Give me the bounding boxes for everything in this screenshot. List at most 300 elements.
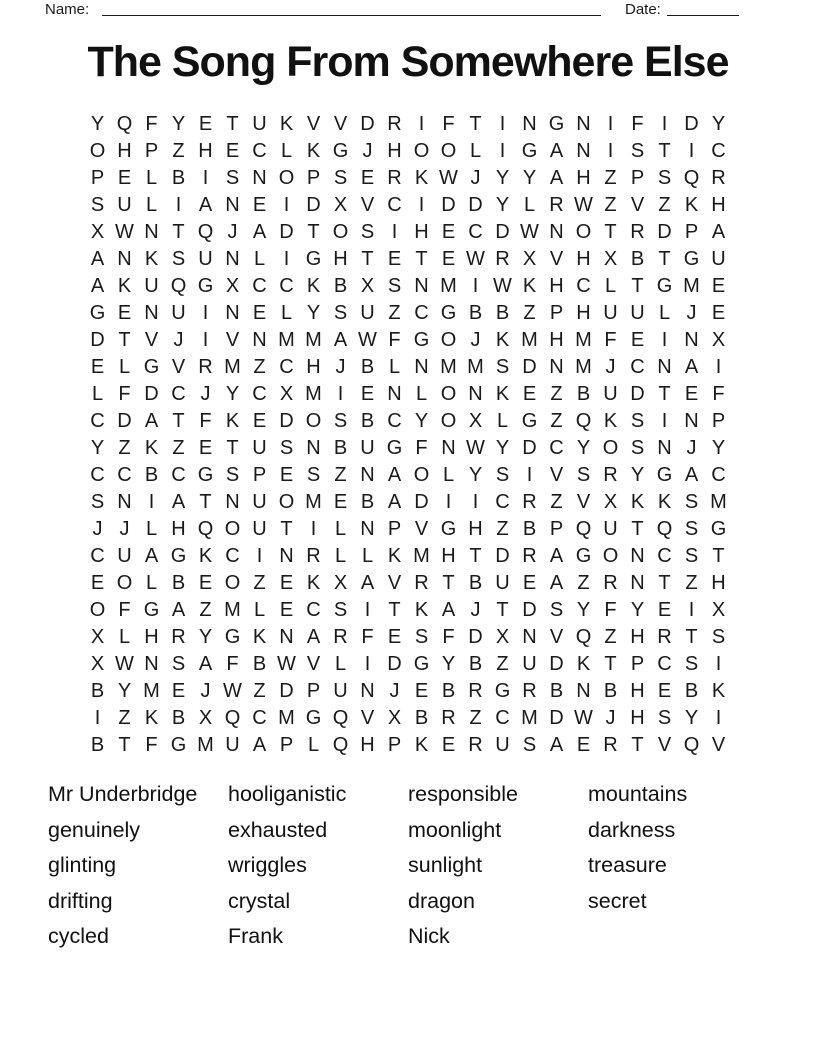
grid-cell: B (252, 653, 267, 675)
grid-cell: D (387, 653, 402, 675)
grid-cell: K (306, 275, 321, 297)
grid-cell: C (171, 464, 186, 486)
grid-cell: E (198, 572, 213, 594)
grid-cell: U (630, 302, 645, 324)
grid-cell: H (117, 140, 132, 162)
grid-cell: S (171, 653, 186, 675)
grid-cell: J (200, 680, 211, 702)
grid-cell: G (656, 464, 673, 486)
grid-cell: N (630, 545, 645, 567)
grid-cell: H (549, 329, 564, 351)
grid-cell: N (684, 329, 699, 351)
grid-cell: L (334, 518, 347, 540)
grid-cell: S (225, 167, 240, 189)
grid-cell: V (360, 707, 375, 729)
grid-cell: Q (575, 518, 592, 540)
puzzle-title: The Song From Somewhere Else (87, 38, 729, 86)
grid-cell: U (360, 302, 375, 324)
grid-cell: G (89, 302, 106, 324)
grid-cell: N (225, 194, 240, 216)
grid-cell: B (360, 491, 375, 513)
grid-cell: M (278, 707, 295, 729)
grid-cell: D (90, 329, 105, 351)
grid-cell: X (360, 275, 375, 297)
grid-cell: U (603, 302, 618, 324)
grid-cell: E (279, 572, 294, 594)
grid-cell: Q (575, 626, 592, 648)
grid-cell: T (280, 518, 293, 540)
grid-cell: T (631, 734, 644, 756)
grid-cell: N (225, 302, 240, 324)
date-label: Date: (625, 1, 661, 18)
grid-cell: C (387, 194, 402, 216)
grid-cell: K (576, 653, 591, 675)
grid-cell: H (576, 248, 591, 270)
grid-cell: J (470, 167, 481, 189)
grid-cell: I (364, 653, 371, 675)
grid-cell: T (388, 599, 401, 621)
grid-cell: E (90, 356, 105, 378)
grid-cell: H (630, 707, 645, 729)
grid-cell: S (522, 734, 537, 756)
grid-cell: O (440, 383, 457, 405)
grid-cell: W (574, 194, 593, 216)
grid-cell: L (253, 248, 266, 270)
grid-cell: C (657, 653, 672, 675)
grid-cell: A (441, 599, 456, 621)
grid-cell: S (684, 545, 699, 567)
grid-cell: U (117, 194, 132, 216)
grid-cell: M (413, 545, 430, 567)
grid-cell: Y (171, 113, 186, 135)
grid-cell: L (361, 545, 374, 567)
grid-cell: E (252, 410, 267, 432)
grid-cell: N (387, 383, 402, 405)
grid-cell: V (306, 653, 321, 675)
grid-cell: N (279, 545, 294, 567)
grid-cell: N (360, 464, 375, 486)
word-bank-column (408, 777, 588, 955)
grid-cell: N (252, 329, 267, 351)
grid-cell: S (90, 491, 105, 513)
grid-cell: B (414, 707, 429, 729)
grid-cell: T (118, 734, 131, 756)
grid-cell: T (658, 383, 671, 405)
grid-cell: G (305, 707, 322, 729)
grid-cell: I (688, 599, 695, 621)
grid-cell: N (630, 572, 645, 594)
grid-cell: G (224, 626, 241, 648)
grid-cell: A (171, 599, 186, 621)
grid-cell: Z (253, 356, 266, 378)
grid-cell: B (576, 383, 591, 405)
grid-cell: S (360, 221, 375, 243)
grid-cell: Q (170, 275, 187, 297)
grid-cell: B (333, 275, 348, 297)
grid-cell: S (711, 626, 726, 648)
word-item: treasure (588, 853, 667, 877)
grid-cell: T (712, 545, 725, 567)
grid-cell: W (277, 653, 296, 675)
grid-cell: H (576, 167, 591, 189)
grid-cell: L (118, 356, 131, 378)
grid-cell: B (522, 518, 537, 540)
grid-cell: S (414, 626, 429, 648)
grid-cell: T (631, 518, 644, 540)
grid-cell: C (252, 707, 267, 729)
grid-cell: B (171, 572, 186, 594)
grid-cell: G (440, 302, 457, 324)
grid-cell: F (145, 113, 158, 135)
grid-cell: E (279, 599, 294, 621)
grid-cell: V (171, 356, 186, 378)
grid-cell: J (173, 329, 184, 351)
grid-cell: Z (496, 518, 509, 540)
grid-cell: L (523, 194, 536, 216)
grid-cell: I (445, 491, 452, 513)
grid-cell: R (387, 167, 402, 189)
grid-cell: P (630, 167, 645, 189)
grid-cell: O (602, 545, 619, 567)
grid-cell: P (306, 680, 321, 702)
grid-cell: F (388, 329, 401, 351)
grid-cell: L (280, 140, 293, 162)
grid-cell: R (171, 626, 186, 648)
grid-cell: X (90, 653, 105, 675)
grid-cell: H (198, 140, 213, 162)
grid-cell: N (657, 437, 672, 459)
grid-cell: E (387, 248, 402, 270)
grid-cell: G (575, 545, 592, 567)
grid-cell: A (711, 221, 726, 243)
grid-cell: T (658, 140, 671, 162)
grid-cell: V (387, 572, 402, 594)
grid-cell: R (522, 680, 537, 702)
grid-cell: S (630, 437, 645, 459)
grid-cell: W (466, 248, 485, 270)
grid-cell: T (118, 329, 131, 351)
grid-cell: O (305, 410, 322, 432)
grid-cell: F (604, 599, 617, 621)
grid-cell: C (171, 383, 186, 405)
grid-cell: G (197, 464, 214, 486)
grid-cell: I (418, 113, 425, 135)
grid-cell: G (332, 140, 349, 162)
grid-cell: B (360, 356, 375, 378)
grid-cell: W (493, 275, 512, 297)
grid-cell: V (630, 194, 645, 216)
grid-cell: H (711, 572, 726, 594)
grid-cell: A (360, 572, 375, 594)
grid-cell: N (117, 248, 132, 270)
grid-cell: K (711, 680, 726, 702)
grid-cell: Z (172, 437, 185, 459)
grid-cell: Z (685, 572, 698, 594)
grid-cell: E (225, 140, 240, 162)
grid-cell: U (144, 275, 159, 297)
grid-cell: C (117, 464, 132, 486)
grid-cell: B (603, 680, 618, 702)
grid-cell: X (603, 248, 618, 270)
grid-cell: K (144, 437, 159, 459)
grid-cell: A (684, 464, 699, 486)
grid-cell: I (607, 140, 614, 162)
grid-cell: L (253, 599, 266, 621)
grid-cell: B (549, 680, 564, 702)
grid-cell: I (337, 383, 344, 405)
grid-cell: M (575, 356, 592, 378)
grid-cell: Z (604, 167, 617, 189)
grid-cell: R (630, 221, 645, 243)
word-item: darkness (588, 817, 676, 842)
grid-cell: I (715, 356, 722, 378)
grid-cell: B (90, 680, 105, 702)
grid-cell: L (145, 518, 158, 540)
grid-cell: T (658, 572, 671, 594)
name-label: Name: (45, 1, 90, 18)
grid-cell: H (630, 680, 645, 702)
grid-cell: V (549, 464, 564, 486)
grid-cell: D (549, 653, 564, 675)
grid-cell: E (279, 464, 294, 486)
grid-cell: N (576, 680, 591, 702)
grid-cell: I (607, 113, 614, 135)
grid-cell: K (387, 545, 402, 567)
grid-cell: Y (711, 437, 726, 459)
grid-cell: Y (306, 302, 321, 324)
grid-cell: G (386, 437, 403, 459)
grid-cell: T (631, 275, 644, 297)
grid-cell: X (90, 221, 105, 243)
grid-cell: M (278, 329, 295, 351)
grid-cell: J (686, 437, 697, 459)
grid-cell: P (549, 518, 564, 540)
grid-cell: O (575, 221, 592, 243)
grid-cell: B (468, 653, 483, 675)
grid-cell: H (171, 518, 186, 540)
grid-cell: N (225, 491, 240, 513)
grid-cell: T (172, 410, 185, 432)
grid-cell: E (441, 734, 456, 756)
grid-cell: N (657, 356, 672, 378)
word-item: Nick (408, 924, 450, 948)
word-item: mountains (588, 782, 688, 806)
grid-cell: D (306, 194, 321, 216)
grid-cell: P (684, 221, 699, 243)
grid-cell: U (198, 248, 213, 270)
grid-cell: I (715, 653, 722, 675)
grid-cell: K (198, 545, 213, 567)
grid-cell: I (202, 167, 209, 189)
grid-cell: I (283, 248, 290, 270)
grid-cell: G (521, 140, 538, 162)
grid-cell: V (360, 194, 375, 216)
grid-cell: X (711, 329, 726, 351)
grid-cell: E (441, 221, 456, 243)
grid-cell: V (657, 734, 672, 756)
grid-cell: M (224, 599, 241, 621)
grid-cell: C (657, 545, 672, 567)
grid-cell: E (414, 680, 429, 702)
grid-cell: O (332, 221, 349, 243)
grid-cell: D (684, 113, 699, 135)
grid-cell: G (494, 680, 511, 702)
grid-cell: I (202, 329, 209, 351)
grid-cell: E (360, 383, 375, 405)
grid-cell: R (603, 464, 618, 486)
grid-cell: W (439, 167, 458, 189)
grid-cell: M (521, 329, 538, 351)
grid-cell: Y (117, 680, 132, 702)
grid-cell: Z (199, 599, 212, 621)
grid-cell: S (333, 410, 348, 432)
grid-cell: C (387, 410, 402, 432)
grid-cell: P (144, 140, 159, 162)
grid-cell: Y (414, 410, 429, 432)
grid-cell: L (280, 302, 293, 324)
grid-cell: R (603, 572, 618, 594)
grid-cell: E (630, 329, 645, 351)
grid-cell: G (548, 113, 565, 135)
word-bank-column (228, 777, 408, 955)
grid-cell: T (604, 653, 617, 675)
grid-cell: N (252, 167, 267, 189)
grid-cell: F (442, 113, 455, 135)
grid-cell: P (630, 653, 645, 675)
word-item: hooliganistic (228, 782, 347, 806)
grid-cell: X (495, 626, 510, 648)
grid-cell: O (89, 140, 106, 162)
grid-cell: Y (576, 437, 591, 459)
grid-cell: C (495, 707, 510, 729)
grid-cell: S (279, 437, 294, 459)
grid-cell: D (144, 383, 159, 405)
grid-cell: L (469, 140, 482, 162)
grid-cell: Y (495, 167, 510, 189)
grid-cell: Z (118, 707, 131, 729)
grid-cell: I (391, 221, 398, 243)
grid-cell: E (117, 302, 132, 324)
grid-cell: N (306, 437, 321, 459)
grid-cell: J (200, 383, 211, 405)
grid-cell: F (145, 734, 158, 756)
grid-cell: Y (495, 194, 510, 216)
grid-cell: G (170, 734, 187, 756)
grid-cell: L (118, 626, 131, 648)
grid-cell: R (711, 167, 726, 189)
grid-cell: I (499, 140, 506, 162)
grid-cell: I (256, 545, 263, 567)
grid-cell: C (252, 383, 267, 405)
grid-cell: H (306, 356, 321, 378)
grid-cell: E (387, 626, 402, 648)
grid-cell: C (414, 302, 429, 324)
grid-cell: C (549, 437, 564, 459)
grid-cell: U (171, 302, 186, 324)
grid-cell: D (279, 221, 294, 243)
grid-cell: R (441, 707, 456, 729)
grid-cell: H (630, 626, 645, 648)
grid-cell: E (333, 491, 348, 513)
grid-cell: C (90, 464, 105, 486)
grid-cell: D (495, 545, 510, 567)
grid-cell: I (364, 599, 371, 621)
grid-cell: V (333, 113, 348, 135)
grid-cell: U (333, 680, 348, 702)
grid-cell: U (252, 518, 267, 540)
grid-cell: W (115, 653, 134, 675)
grid-cell: N (549, 356, 564, 378)
grid-cell: O (278, 491, 295, 513)
grid-cell: Q (683, 167, 700, 189)
word-item: exhausted (228, 817, 328, 842)
grid-cell: H (333, 248, 348, 270)
word-item: drifting (48, 888, 113, 913)
grid-cell: S (495, 464, 510, 486)
grid-cell: A (333, 329, 348, 351)
grid-cell: K (117, 275, 132, 297)
grid-cell: N (279, 626, 294, 648)
grid-cell: E (576, 734, 591, 756)
grid-cell: D (495, 221, 510, 243)
grid-cell: I (661, 113, 668, 135)
grid-cell: G (143, 356, 160, 378)
grid-cell: C (279, 356, 294, 378)
grid-cell: N (576, 113, 591, 135)
grid-cell: D (279, 410, 294, 432)
grid-cell: N (360, 518, 375, 540)
grid-cell: N (468, 383, 483, 405)
grid-cell: E (522, 572, 537, 594)
grid-cell: U (522, 653, 537, 675)
grid-cell: N (225, 248, 240, 270)
grid-cell: U (360, 437, 375, 459)
grid-cell: Y (495, 437, 510, 459)
grid-cell: Z (550, 491, 563, 513)
grid-cell: Z (550, 410, 563, 432)
grid-cell: S (306, 464, 321, 486)
grid-cell: Z (604, 194, 617, 216)
word-item: sunlight (408, 853, 483, 877)
grid-cell: E (360, 167, 375, 189)
grid-cell: K (495, 383, 510, 405)
grid-cell: K (684, 194, 699, 216)
grid-cell: K (414, 167, 429, 189)
grid-cell: I (688, 140, 695, 162)
word-item: Frank (228, 924, 283, 948)
grid-cell: P (306, 167, 321, 189)
grid-cell: U (495, 572, 510, 594)
grid-cell: Y (630, 464, 645, 486)
grid-cell: M (440, 275, 457, 297)
grid-cell: C (90, 545, 105, 567)
grid-cell: A (90, 275, 105, 297)
grid-cell: U (252, 113, 267, 135)
grid-cell: N (414, 356, 429, 378)
grid-cell: V (576, 491, 591, 513)
grid-cell: H (414, 221, 429, 243)
grid-cell: E (198, 437, 213, 459)
grid-cell: R (522, 491, 537, 513)
grid-cell: T (199, 491, 212, 513)
grid-cell: M (143, 680, 160, 702)
grid-cell: I (472, 491, 479, 513)
grid-cell: N (441, 437, 456, 459)
grid-cell: Q (116, 113, 133, 135)
grid-cell: R (657, 626, 672, 648)
grid-cell: J (605, 356, 616, 378)
grid-cell: L (334, 545, 347, 567)
